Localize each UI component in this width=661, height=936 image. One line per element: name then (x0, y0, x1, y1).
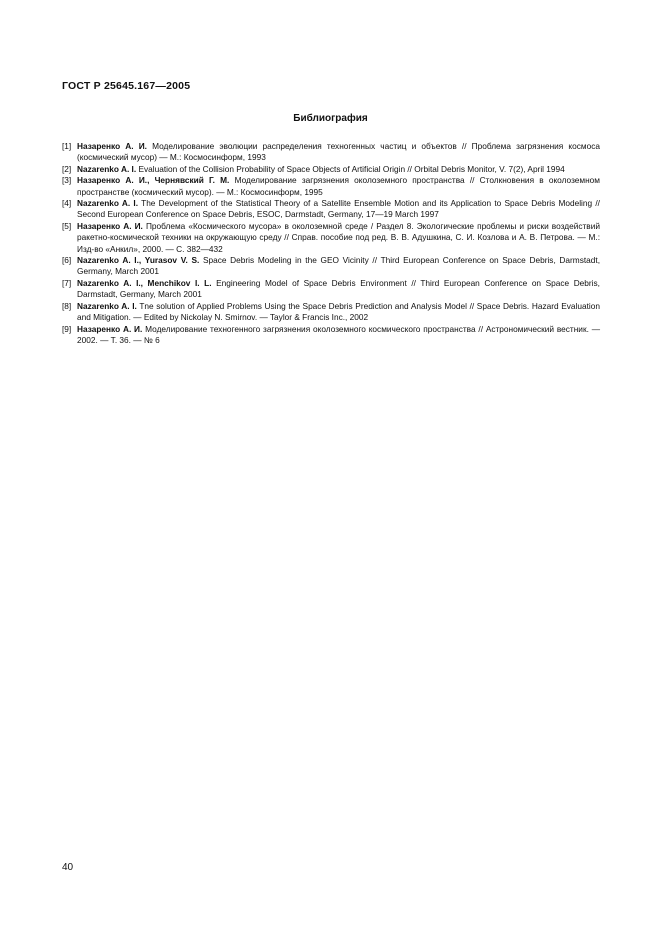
reference-body (77, 198, 600, 221)
reference-item (62, 301, 600, 324)
reference-number: [9] (62, 323, 72, 334)
reference-number: [8] (62, 300, 72, 311)
reference-body (77, 278, 600, 301)
reference-author: Назаренко А. И. (77, 323, 143, 334)
page-number: 40 (62, 862, 74, 873)
reference-number: [4] (62, 198, 72, 209)
reference-text: Моделирование эволюции распределения техногенных частиц и объектов // Проблема загрязнения космоса (космический мусор) — М.: Космосинформ, 1993 (77, 141, 600, 163)
reference-body (77, 221, 600, 255)
reference-author: Nazarenko A. I., Yurasov V. S. (77, 255, 200, 266)
reference-item (62, 175, 600, 198)
reference-author: Назаренко А. И. (77, 141, 147, 151)
reference-author: Nazarenko A. I., Menchikov I. L. (77, 277, 212, 288)
reference-text: Engineering Model of Space Debris Environment // Third European Conference on Space Debris, Darmstadt, Germany, March 2001 (77, 277, 600, 300)
reference-body (77, 324, 600, 347)
reference-author: Назаренко А. И. (77, 220, 143, 231)
reference-number: [3] (62, 175, 72, 186)
reference-number: [6] (62, 255, 72, 266)
reference-text: The Development of the Statistical Theory of a Satellite Ensemble Motion and its Application to Space Debris Modeling // Second European Conference on Space Debris, ESOC, Darmstadt, Germany, 17—19 March 1997 (77, 198, 600, 220)
reference-number: [2] (62, 163, 72, 174)
reference-text: Моделирование техногенного загрязнения околоземного космического пространства // Астрономический вестник. — 2002. — Т. 36. — № 6 (77, 323, 600, 345)
reference-item (62, 164, 600, 175)
section-title: Библиография (293, 113, 368, 124)
reference-item (62, 221, 600, 255)
reference-body (77, 175, 600, 198)
reference-number: [5] (62, 220, 72, 231)
reference-body (77, 255, 600, 278)
reference-body (77, 164, 600, 175)
reference-item (62, 255, 600, 278)
reference-item (62, 141, 600, 164)
reference-text: Space Debris Modeling in the GEO Vicinity // Third European Conference on Space Debris, Darmstadt, Germany, March 2001 (77, 255, 600, 277)
reference-number: [7] (62, 277, 72, 288)
reference-text: Evaluation of the Collision Probability of Space Objects of Artificial Origin // Orbital Debris Monitor, V. 7(2), April 1994 (138, 163, 565, 174)
reference-text: Проблема «Космического мусора» в околоземной среде / Раздел 8. Экологические проблемы и риски воздействий ракетно-космической техники на окружающую среду // Справ. пособие под ред. В. В. Адушкина, С. И. Козлова и А. В. Петрова. — М.: Изд-во «Анкил», 2000. — С. 382—432 (77, 220, 600, 254)
reference-item (62, 324, 600, 347)
reference-author: Nazarenko A. I. (77, 300, 137, 311)
reference-list (62, 141, 600, 346)
reference-item (62, 198, 600, 221)
reference-text: Моделирование загрязнения околоземного пространства // Столкновения в околоземном пространстве (космический мусор). — М.: Космосинформ, 1995 (77, 175, 600, 197)
reference-item (62, 278, 600, 301)
reference-author: Nazarenko A. I. (77, 163, 137, 174)
reference-text: Tne solution of Applied Problems Using the Space Debris Prediction and Analysis Model // Space Debris. Hazard Evaluation and Mitigation. — Edited by Nickolay N. Smirnov. — Taylor & Francis Inc., 2002 (77, 300, 600, 323)
reference-author: Nazarenko A. I. (77, 198, 139, 209)
reference-body (77, 141, 600, 164)
reference-body (77, 301, 600, 324)
reference-author: Назаренко А. И., Чернявский Г. М. (77, 175, 230, 186)
document-code: ГОСТ Р 25645.167—2005 (62, 80, 191, 92)
reference-number: [1] (62, 141, 72, 151)
